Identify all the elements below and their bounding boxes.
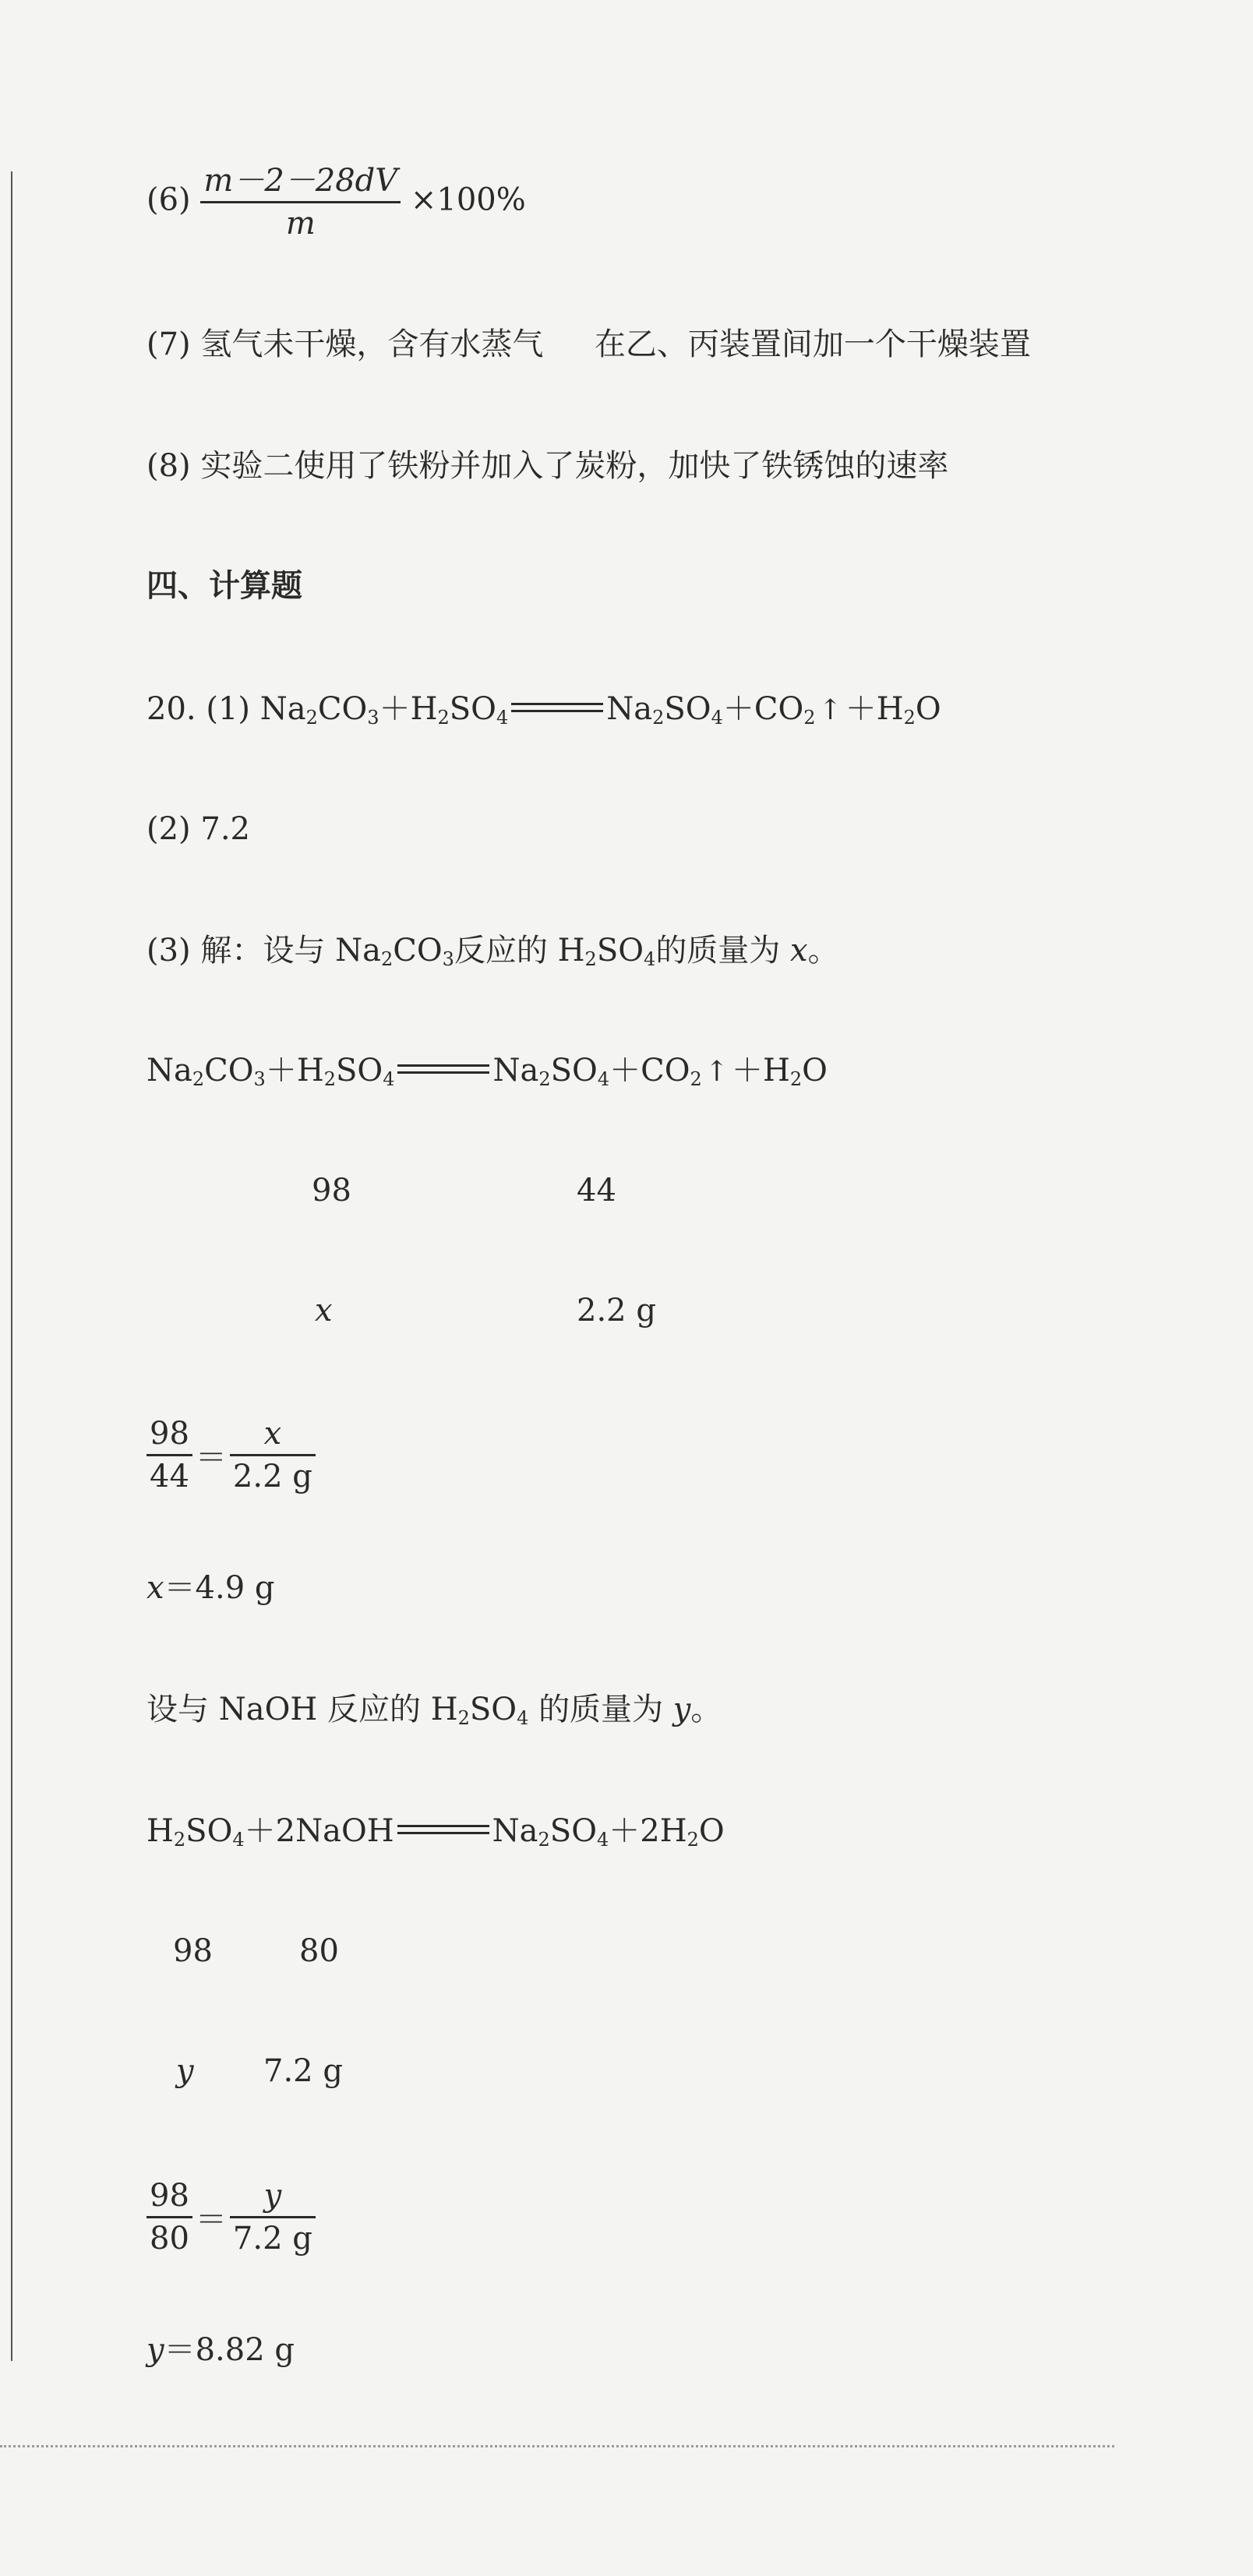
q6-label: (6) (146, 182, 191, 218)
reaction-equals-sign (397, 1825, 489, 1834)
q7-line (146, 326, 1031, 363)
formula-h2so4: $H_2SO_4$ (410, 691, 509, 729)
equation-1: $Na_2CO_3+H_2SO_4$ $Na_2SO_4+CO_2$ ↑ $+H_2O$ (146, 1053, 828, 1090)
q20-part3-text-a: 解：设与 (200, 933, 326, 969)
q8-answer: 实验二使用了铁粉并加入了炭粉，加快了铁锈蚀的速率 (200, 448, 949, 484)
q20-part2-value: 7.2 (200, 811, 251, 847)
calc2-proportion: $\frac{98}{80}$ ＝ $\frac{y}{7.2 g}$ (146, 2175, 316, 2259)
equation-2: $H_2SO_4+2NaOH$ $Na_2SO_4+2H_2O$ (146, 1813, 725, 1851)
formula-na2so4: $Na_2SO_4$ (492, 1813, 609, 1851)
q20-part3-text-b: 反应的 (454, 933, 548, 969)
calc2-frac-right: $\frac{y}{7.2 g}$ (230, 2175, 316, 2259)
q7-answer-a: 氢气未干燥，含有水蒸气 (200, 326, 544, 362)
formula-h2so4: $H_2SO_4$ (296, 1053, 395, 1090)
formula-naoh: NaOH (218, 1692, 318, 1727)
q6-numerator: m－2－28dV (200, 161, 401, 203)
q20-part3-label: (3) (146, 933, 191, 969)
formula-naoh: NaOH (295, 1813, 394, 1849)
formula-h2o: $H_2O$ (876, 691, 941, 729)
calc1-frac-left: $\frac{98}{44}$ (146, 1413, 192, 1497)
q20-part1-line: 20. (1) $Na_2CO_3+H_2SO_4$ $Na_2SO_4+CO_2$ ↑ $+H_2O$ (146, 691, 941, 729)
formula-h2o: $H_2O$ (659, 1813, 725, 1851)
q20-part2-line (146, 810, 250, 848)
q6-fraction (200, 161, 401, 244)
formula-h2o: $H_2O$ (762, 1053, 828, 1090)
q20-part2-label: (2) (146, 811, 191, 847)
calc1-molar-co2: 44 (577, 1173, 616, 1209)
calc2-unknown-y: y (176, 2053, 194, 2089)
formula-na2co3: $Na_2CO_3$ (335, 933, 454, 970)
formula-co2: $CO_2$ (641, 1053, 702, 1090)
q20-part3-line: (3) 解：设与 $Na_2CO_3$反应的 $H_2SO_4$的质量为 x。 (146, 933, 839, 970)
calc2-naoh-mass: 7.2 g (263, 2053, 343, 2089)
formula-co2: $CO_2$ (754, 691, 816, 729)
q6-tail: ×100% (410, 182, 526, 218)
formula-h2so4: $H_2SO_4$ (146, 1813, 245, 1851)
q20-var-x: x (790, 933, 808, 969)
calc2-molar-naoh: 80 (299, 1933, 339, 1969)
gas-up-arrow-icon: ↑ (818, 694, 842, 726)
q6-line (146, 161, 526, 244)
q20-part3-text-c: 的质量为 (655, 933, 781, 969)
calc2-result: y＝8.82 g (146, 2332, 295, 2368)
q6-denominator: m (285, 206, 316, 242)
q7-label: (7) (146, 326, 191, 362)
calc1-proportion: $\frac{98}{44}$ ＝ $\frac{x}{2.2 g}$ (146, 1413, 316, 1497)
q8-label: (8) (146, 448, 191, 484)
calc1-molar-h2so4: 98 (312, 1173, 351, 1209)
q8-line (146, 447, 948, 485)
formula-na2so4: $Na_2SO_4$ (606, 691, 723, 729)
reaction-equals-sign (511, 703, 603, 712)
q20-number: 20. (146, 691, 196, 727)
page-margin-rule (11, 171, 12, 2361)
reaction-equals-sign (397, 1064, 489, 1074)
section-title: 四、计算题 (146, 568, 302, 604)
formula-na2so4: $Na_2SO_4$ (492, 1053, 610, 1090)
calc2-intro: 设与 NaOH 反应的 $H_2SO_4$ 的质量为 y。 (146, 1692, 722, 1729)
calc1-result: x＝4.9 g (146, 1570, 275, 1606)
gas-up-arrow-icon: ↑ (704, 1056, 729, 1088)
calc1-co2-mass: 2.2 g (577, 1293, 656, 1329)
calc1-frac-right: $\frac{x}{2.2 g}$ (230, 1413, 316, 1497)
formula-na2co3: $Na_2CO_3$ (259, 691, 379, 729)
formula-h2so4: $H_2SO_4$ (430, 1692, 529, 1729)
bottom-dotted-rule (0, 2445, 1114, 2447)
calc2-molar-h2so4: 98 (173, 1933, 213, 1969)
q7-answer-b: 在乙、丙装置间加一个干燥装置 (594, 326, 1031, 362)
formula-na2co3: $Na_2CO_3$ (146, 1053, 266, 1090)
calc1-unknown-x: x (315, 1293, 333, 1329)
q20-part1-label: (1) (206, 691, 251, 727)
formula-h2so4: $H_2SO_4$ (557, 933, 656, 970)
calc2-frac-left: $\frac{98}{80}$ (146, 2175, 192, 2259)
